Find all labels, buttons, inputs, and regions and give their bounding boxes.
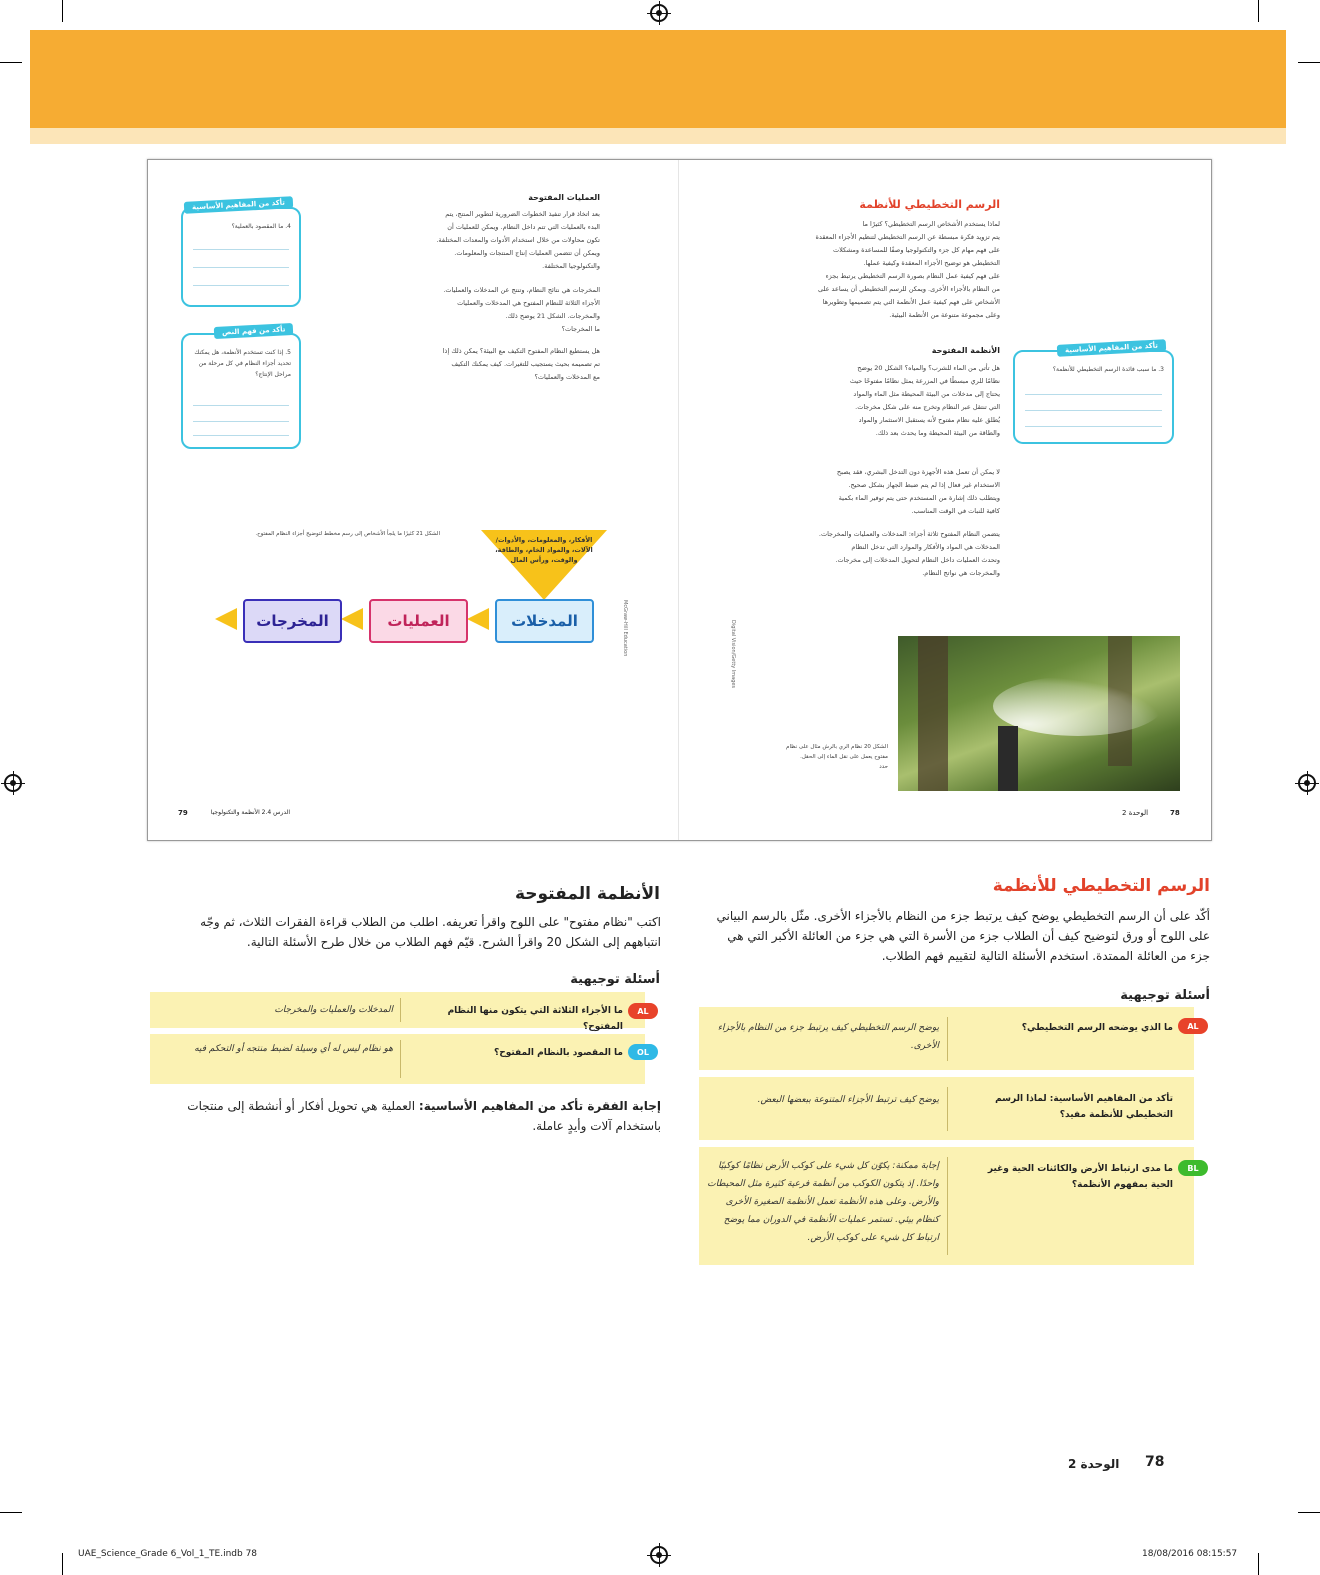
crop-mark [0,1512,22,1513]
left-page-para1: بعد اتخاذ قرار تنفيذ الخطوات الضرورية لتطوير المنتج، يتم البدء بالعمليات التي تتم داخل النظام. ويمكن للعمليات أن تكون محاولات من خلال استخدام الأدوات والمعدات المختلفة. ويمكن أن تتضمن العمليات إنتاج المنتجات والمعلومات. والتكنولوجيا المختلفة. [436,210,600,270]
sprinkler-photo [898,636,1180,791]
registration-mark-icon [650,4,668,22]
teacher-right-q2-row [699,1077,1194,1140]
answer-line [193,249,289,250]
foldable-key-concept-3 [1013,341,1174,444]
foldable-reading-check-5 [181,325,301,449]
crop-mark [62,0,63,22]
header-banner-strip [30,128,1286,144]
teacher-right-body: أكّد على أن الرسم التخطيطي يوضح كيف يرتبط جزء من النظام بالأجزاء الأخرى. مثّل بالرسم البياني على اللوح أو ورق لتوضيح كيف أن الطلاب جزء من الأسرة التي هي جزء من العائلة الأكبر التي هي جزء من العائلة الممتدة. استخدم الأسئلة التالية لتقييم فهم الطلاب. [716,909,1210,963]
spread-gutter [678,160,679,840]
answer-line [1025,394,1162,395]
left-page-subhead: العمليات المفتوحة [528,193,600,202]
crop-mark [0,62,22,63]
teacher-left-questions-head: أسئلة توجيهية [570,972,660,987]
answer-line [193,285,289,286]
crop-mark [1258,0,1259,22]
answer-text: هو نظام ليس له أي وسيلة لضبط منتجه أو التحكم فيه [194,1044,393,1054]
question-text: ما مدى ارتباط الأرض والكائنات الحية وغير الحية بمفهوم الأنظمة؟ [987,1164,1173,1190]
badge-bl: BL [1178,1160,1208,1176]
figure-21-caption: الشكل 21 كثيرًا ما يلجأ الأشخاص إلى رسم مخطط لتوضيح أجزاء النظام المفتوح. [255,531,440,537]
question-text: ما المقصود بالنظام المفتوح؟ [493,1048,623,1058]
question-text: ما الأجزاء الثلاثة التي يتكون منها النظام المفتوح؟ [447,1006,623,1032]
teacher-right-questions-head: أسئلة توجيهية [1120,988,1210,1003]
badge-al: AL [628,1003,658,1019]
right-page-subhead: الأنظمة المفتوحة [931,346,1000,355]
teacher-left-body: اكتب "نظام مفتوح" على اللوح واقرأ تعريفه. اطلب من الطلاب قراءة الفقرات الثلاث، ثم وجّه انتباههم إلى الشكل 20 واقرأ الشرح. قيّم فهم الطلاب من خلال طرح الأسئلة التالية. [200,915,661,949]
flow-processes-box: العمليات [369,599,468,643]
badge-ol: OL [628,1044,658,1060]
crop-mark [1258,1553,1259,1575]
flow-arrow-icon [467,608,489,630]
foldable-key-concept-4 [181,198,301,307]
foldable-question: 3. ما سبب فائدة الرسم التخطيطي للأنظمة؟ [1052,366,1164,373]
print-slug-date: 18/08/2016 08:15:57 [1142,1549,1238,1559]
foldable-tab: تأكد من فهم النص [213,323,293,339]
right-page-para2: لا يمكن أن تعمل هذه الأجهزة دون التدخل البشري، فقد يصبح الاستخدام غير فعال إذا لم يتم ضبط الجهاز بشكل صحيح. ويتطلب ذلك إشارة من المستخدم حتى يتم توفير الماء بكمية كافية للنبات في الوقت المناسب. [836,468,1000,515]
foldable-tab: تأكد من المفاهيم الأساسية [1057,339,1166,357]
foldable-tab: تأكد من المفاهيم الأساسية [184,196,293,214]
right-page-unit: الوحدة 2 [1122,809,1149,817]
registration-mark-icon [650,1546,668,1564]
header-banner [30,30,1286,128]
foldable-question: 5. إذا كنت تستخدم الأنظمة، هل يمكنك تحديد أجزاء النظام في كل مرحلة من مراحل الإنتاج؟ [194,349,291,378]
crop-mark [1298,1512,1320,1513]
left-page-lesson: الدرس 2.4 الأنظمة والتكنولوجيا [210,809,290,816]
crop-mark [62,1553,63,1575]
figure-20-caption: الشكل 20 نظام الري بالرش مثال على نظام مفتوح يعمل على نقل الماء إلى الحقل. حدد [786,744,888,770]
left-page-number: 79 [178,809,188,817]
answer-text: يوضح كيف ترتبط الأجزاء المتنوعة ببعضها البعض. [757,1095,939,1105]
teacher-right-q1-row [699,1007,1199,1070]
registration-mark-icon [4,774,22,792]
answer-line [193,421,289,422]
teacher-left-title: الأنظمة المفتوحة [514,884,660,904]
teacher-unit-label: الوحدة 2 [1068,1457,1120,1471]
right-page-para3: يتضمن النظام المفتوح ثلاثة أجزاء: المدخلات والعمليات والمخرجات. المدخلات هي المواد والأفكار والموارد التي تدخل النظام وتحدث العمليات داخل النظام لتحويل المدخلات إلى مخرجات. والمخرجات هي نواتج النظام. [818,530,1000,577]
badge-al: AL [1178,1018,1208,1034]
left-page-para3: هل يستطيع النظام المفتوح التكيف مع البيئة؟ يمكن ذلك إذا تم تصميمه بحيث يستجيب للتغيرات. كيف يمكنك التكيف مع المدخلات والعمليات؟ [442,347,600,381]
figure-credit: McGraw-Hill Education [622,600,628,657]
teacher-page-number: 78 [1145,1454,1165,1470]
answer-label: إجابة الفقرة تأكد من المفاهيم الأساسية: [418,1099,661,1113]
answer-body: العملية هي تحويل أفكار أو أنشطة إلى منتجات باستخدام آلات وأيدٍ عاملة. [187,1099,661,1133]
teacher-left-q2-row [150,1034,649,1084]
answer-line [1025,410,1162,411]
answer-line [193,405,289,406]
print-slug-file: UAE_Science_Grade 6_Vol_1_TE.indb 78 [78,1549,258,1559]
flow-arrow-icon [341,608,363,630]
teacher-right-title: الرسم التخطيطي للأنظمة [992,876,1210,896]
registration-mark-icon [1298,774,1316,792]
crop-mark [1298,62,1320,63]
left-page-para2: المخرجات هي نتائج النظام، وتنتج عن المدخلات والعمليات. الأجزاء الثلاثة للنظام المفتوح هي المدخلات والعمليات والمخرجات. الشكل 21 يوضح ذلك. ما المخرجات؟ [443,286,600,333]
answer-line [1025,426,1162,427]
answer-text: يوضح الرسم التخطيطي كيف يرتبط جزء من النظام بالأجزاء الأخرى. [717,1023,939,1051]
flow-arrow-icon [215,608,237,630]
question-text: تأكد من المفاهيم الأساسية: لماذا الرسم التخطيطي للأنظمة مفيد؟ [995,1094,1173,1120]
right-page-number: 78 [1170,809,1180,817]
teacher-left-key-answer [165,1096,661,1136]
photo-credit: Digital Vision/Getty Images [730,620,736,689]
foldable-question: 4. ما المقصود بالعملية؟ [231,223,291,230]
inputs-triangle-text: الأفكار، والمعلومات، والأدوات/ الآلات، والمواد الخام، والطاقة، والوقت، ورأس المال [495,536,593,564]
teacher-left-q1-row [150,992,649,1032]
answer-text: المدخلات والعمليات والمخرجات [274,1005,393,1015]
right-page-title: الرسم التخطيطي للأنظمة [859,198,1000,211]
flow-inputs-box: المدخلات [495,599,594,643]
answer-line [193,267,289,268]
answer-line [193,435,289,436]
question-text: ما الذي يوضحه الرسم التخطيطي؟ [1021,1023,1173,1033]
right-page-intro: لماذا يستخدم الأشخاص الرسم التخطيطي؟ كثيرًا ما يتم تزويد فكرة مبسطة عن الرسم التخطيطي لتنظيم الأجزاء المعقدة على فهم مهام كل جزء والتكنولوجيا وصفًا للمساعدة ومشكلات التخطيطي هو توضيح الأجزاء المعقدة وكيفية عملها. على فهم كيفية عمل النظام بصورة الرسم التخطيطي يرتبط بجزء من النظام بالأجزاء الأخرى. ويمكن للرسم التخطيطي أن يساعد على الأشخاص على فهم كيفية عمل الأنظمة التي يتم تصميمها وتطويرها وعلى مجموعة متنوعة من الأنظمة البيئية. [815,220,1000,319]
right-page-para1: هل تأتي من الماء للشرب؟ والمياه؟ الشكل 20 يوضح نظامًا للري مبسطًا في المزرعة يمثل نظامًا مفتوحًا حيث يحتاج إلى مدخلات من البيئة المحيطة مثل الماء والمواد التي تنتقل عبر النظام وتخرج منه على شكل مخرجات. يُطلق عليه نظام مفتوح لأنه يستقبل الاستثمار والمواد والطاقة من البيئة المحيطة وما يحدث بعد ذلك. [849,364,1000,437]
teacher-right-q3-row [699,1147,1199,1265]
flow-outputs-box: المخرجات [243,599,342,643]
answer-text: إجابة ممكنة: يكوّن كل شيء على كوكب الأرض نظامًا كوكبيًا واحدًا. إذ يتكون الكوكب من أنظمة فرعية كثيرة مثل المحيطات والأرض. وعلى هذه الأنظمة تعمل الأنظمة الصغيرة الأخرى كنظام بيئي. تستمر عمليات الأنظمة في الدوران مما يوضح ارتباط كل شيء على كوكب الأرض. [707,1161,939,1243]
